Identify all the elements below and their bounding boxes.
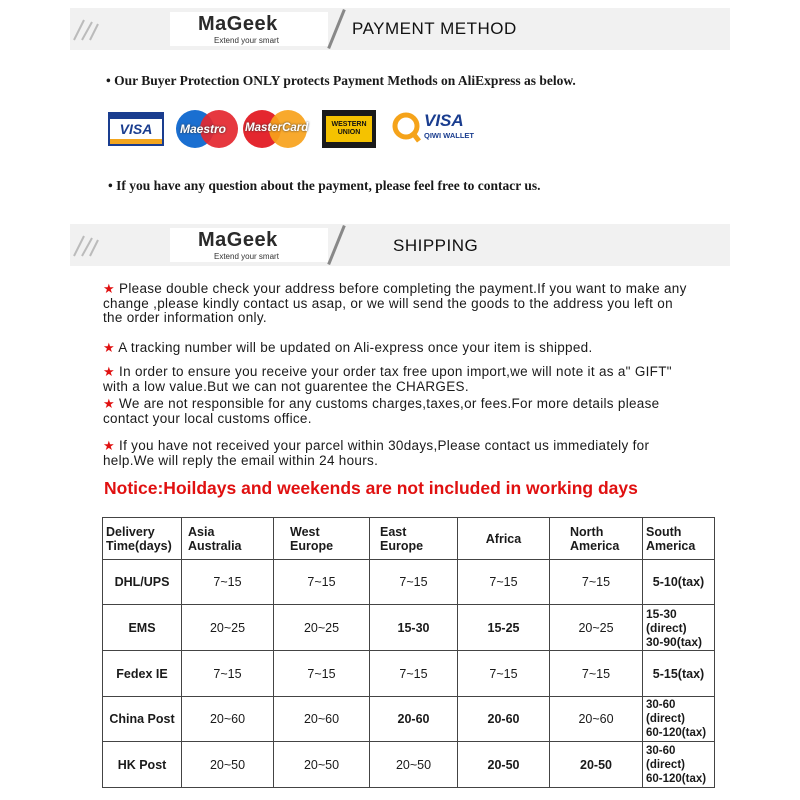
brand-tagline: Extend your smart [214, 252, 279, 261]
brand-logo [170, 228, 328, 262]
star-icon: ★ [103, 281, 115, 296]
visa-logo: VISA [108, 112, 164, 146]
region-header: North America [550, 518, 643, 560]
star-icon: ★ [103, 364, 115, 379]
table-row: China Post 20~60 20~60 20-60 20-60 20~60 30-60 (direct) 60-120(tax) [103, 697, 715, 742]
maestro-logo: Maestro [176, 109, 240, 149]
table-header-row [103, 518, 715, 560]
holiday-notice: Notice:Hoildays and weekends are not included in working days [104, 478, 638, 498]
delivery-time-table [102, 517, 715, 788]
payment-question-note: • If you have any question about the payment, please feel free to contacr us. [108, 178, 541, 193]
brand-logo [170, 12, 328, 46]
table-row: Fedex IE 7~15 7~15 7~15 7~15 7~15 5-15(tax) [103, 651, 715, 697]
corner-cell: Delivery Time(days) [103, 518, 182, 560]
western-union-logo: WESTERN UNION [322, 110, 376, 148]
brand-tagline: Extend your smart [214, 36, 279, 45]
star-icon: ★ [103, 396, 115, 411]
qiwi-icon [392, 112, 422, 144]
star-icon: ★ [103, 438, 115, 453]
section-title-payment: PAYMENT METHOD [352, 19, 517, 38]
table-row: DHL/UPS 7~15 7~15 7~15 7~15 7~15 5-10(tax) [103, 560, 715, 605]
payment-header-bar [70, 8, 730, 50]
region-header: Africa [458, 518, 550, 560]
star-icon: ★ [103, 340, 115, 355]
shipping-note: ★ A tracking number will be updated on Ali-express once your item is shipped. [103, 340, 593, 355]
buyer-protection-note: • Our Buyer Protection ONLY protects Payment Methods on AliExpress as below. [106, 73, 576, 88]
section-title-shipping: SHIPPING [393, 236, 479, 255]
shipping-note: ★ In order to ensure you receive your order tax free upon import,we will note it as a" GIFT" with a low value.But we can not guarentee the CHARGES. [103, 364, 672, 394]
table-row: EMS 20~25 20~25 15-30 15-25 20~25 15-30 (direct) 30-90(tax) [103, 605, 715, 651]
region-header: South America [643, 518, 715, 560]
brand-name: MaGeek [198, 229, 278, 251]
region-header: West Europe [274, 518, 370, 560]
decorative-swoosh-icon [70, 14, 128, 44]
shipping-header-bar [70, 224, 730, 266]
shipping-note: ★ We are not responsible for any customs charges,taxes,or fees.For more details please contact your local customs office. [103, 396, 660, 426]
shipping-note: ★ If you have not received your parcel within 30days,Please contact us immediately for help.We will reply the email within 24 hours. [103, 438, 650, 468]
brand-name: MaGeek [198, 13, 278, 35]
region-header: Asia Australia [182, 518, 274, 560]
qiwi-wallet-logo: VISA QIWI WALLET [392, 110, 492, 146]
shipping-note: ★ Please double check your address before completing the payment.If you want to make any change ,please kindly contact us asap, or we will send the goods to the address you left on the order information only. [103, 281, 687, 325]
mastercard-logo: MasterCard [243, 109, 309, 149]
decorative-swoosh-icon [70, 230, 128, 260]
region-header: East Europe [370, 518, 458, 560]
table-row: HK Post 20~50 20~50 20~50 20-50 20-50 30-60 (direct) 60-120(tax) [103, 742, 715, 788]
